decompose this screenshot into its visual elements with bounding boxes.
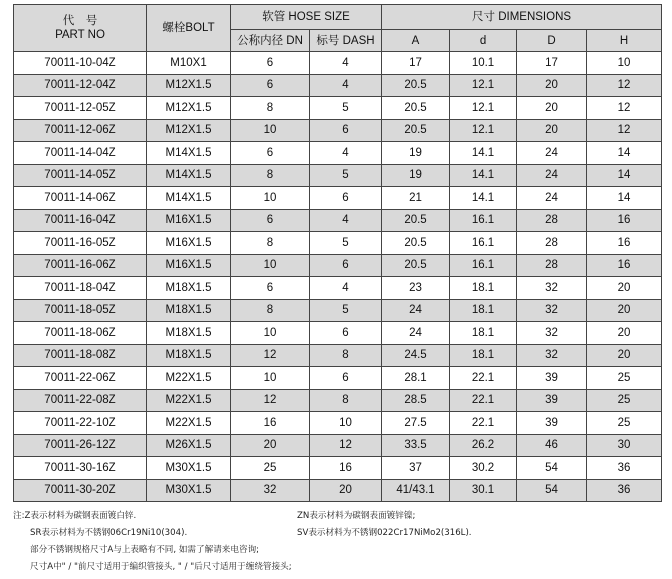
h-cell: 25 [587,389,662,412]
bolt-cell: M30X1.5 [147,457,231,480]
note-row-4 [13,559,663,576]
table-row [14,232,662,255]
d-big-cell: 20 [517,74,587,97]
part-no-header-cn: 代 号 [62,15,98,27]
dash-cell: 6 [310,322,382,345]
note-zn: ZN表示材料为碳钢表面镀锌镍; [297,511,416,521]
table-row [14,74,662,97]
table-row [14,97,662,120]
bolt-cell: M10X1 [147,52,231,75]
hose-size-header: 软管 HOSE SIZE [231,5,382,30]
h-cell: 14 [587,164,662,187]
h-cell: 14 [587,187,662,210]
h-cell: 16 [587,254,662,277]
col-h-header: H [587,30,662,52]
dash-cell: 4 [310,209,382,232]
col-a-header: A [382,30,450,52]
part-no-cell: 70011-18-08Z [14,344,147,367]
d-big-cell: 20 [517,119,587,142]
d-big-cell: 32 [517,299,587,322]
bolt-header: 螺栓BOLT [147,5,231,52]
d-small-cell: 14.1 [450,187,517,210]
dn-cell: 6 [231,209,310,232]
bolt-cell: M18X1.5 [147,344,231,367]
dn-cell: 25 [231,457,310,480]
dn-cell: 12 [231,344,310,367]
d-small-cell: 18.1 [450,277,517,300]
table-row [14,52,662,75]
table-row [14,277,662,300]
dn-cell: 10 [231,322,310,345]
bolt-cell: M14X1.5 [147,142,231,165]
col-d-small-header: d [450,30,517,52]
table-row [14,119,662,142]
table-row [14,254,662,277]
h-cell: 12 [587,74,662,97]
d-small-cell: 26.2 [450,434,517,457]
d-small-cell: 14.1 [450,142,517,165]
table-row [14,344,662,367]
d-big-cell: 32 [517,322,587,345]
dash-cell: 6 [310,187,382,210]
note-row-3 [13,542,663,559]
dn-header: 公称内径 DN [231,30,310,52]
a-cell: 33.5 [382,434,450,457]
bolt-cell: M16X1.5 [147,232,231,255]
table-row [14,322,662,345]
a-cell: 24 [382,299,450,322]
d-small-cell: 12.1 [450,74,517,97]
note-row-2 [13,525,663,542]
d-big-cell: 39 [517,367,587,390]
a-cell: 17 [382,52,450,75]
h-cell: 36 [587,479,662,502]
table-row [14,457,662,480]
d-small-cell: 30.1 [450,479,517,502]
d-big-cell: 28 [517,232,587,255]
table-row [14,412,662,435]
a-cell: 19 [382,164,450,187]
dn-cell: 6 [231,52,310,75]
part-no-cell: 70011-16-06Z [14,254,147,277]
dash-cell: 12 [310,434,382,457]
dash-cell: 4 [310,277,382,300]
h-cell: 12 [587,97,662,120]
bolt-cell: M12X1.5 [147,74,231,97]
a-cell: 20.5 [382,74,450,97]
bolt-cell: M30X1.5 [147,479,231,502]
table-header [14,5,662,52]
table-row [14,209,662,232]
bolt-cell: M22X1.5 [147,367,231,390]
a-cell: 27.5 [382,412,450,435]
bolt-cell: M22X1.5 [147,412,231,435]
d-big-cell: 28 [517,209,587,232]
table-body [14,52,662,502]
d-small-cell: 18.1 [450,322,517,345]
dn-cell: 10 [231,187,310,210]
col-d-big-header: D [517,30,587,52]
dash-cell: 8 [310,344,382,367]
bolt-cell: M26X1.5 [147,434,231,457]
dn-cell: 8 [231,97,310,120]
a-cell: 37 [382,457,450,480]
table-row [14,367,662,390]
d-big-cell: 24 [517,164,587,187]
h-cell: 20 [587,344,662,367]
a-cell: 20.5 [382,209,450,232]
dash-cell: 4 [310,142,382,165]
d-small-cell: 18.1 [450,299,517,322]
table-row [14,434,662,457]
dash-cell: 16 [310,457,382,480]
bolt-cell: M18X1.5 [147,322,231,345]
dash-cell: 6 [310,367,382,390]
part-no-cell: 70011-12-05Z [14,97,147,120]
dn-cell: 10 [231,254,310,277]
table-row [14,389,662,412]
part-no-cell: 70011-12-06Z [14,119,147,142]
dash-cell: 5 [310,232,382,255]
d-big-cell: 20 [517,97,587,120]
note-line-3: 部分不锈钢规格尺寸A与上表略有不同, 如需了解请来电咨询; [30,545,260,555]
dash-header: 标号 DASH [310,30,382,52]
h-cell: 10 [587,52,662,75]
d-small-cell: 10.1 [450,52,517,75]
a-cell: 41/43.1 [382,479,450,502]
note-line-4: 尺寸A中" / "前尺寸适用于编织管接头, " / "后尺寸适用于缠绕管接头; [30,562,292,572]
h-cell: 12 [587,119,662,142]
bolt-cell: M18X1.5 [147,277,231,300]
dn-cell: 16 [231,412,310,435]
dn-cell: 10 [231,119,310,142]
part-no-cell: 70011-22-08Z [14,389,147,412]
h-cell: 20 [587,322,662,345]
d-big-cell: 32 [517,277,587,300]
h-cell: 16 [587,209,662,232]
dash-cell: 6 [310,254,382,277]
d-big-cell: 46 [517,434,587,457]
d-small-cell: 22.1 [450,389,517,412]
part-no-cell: 70011-14-06Z [14,187,147,210]
a-cell: 20.5 [382,97,450,120]
dn-cell: 8 [231,164,310,187]
a-cell: 19 [382,142,450,165]
d-big-cell: 32 [517,344,587,367]
dash-cell: 20 [310,479,382,502]
bolt-cell: M12X1.5 [147,97,231,120]
part-no-cell: 70011-16-04Z [14,209,147,232]
a-cell: 20.5 [382,254,450,277]
dimensions-header: 尺寸 DIMENSIONS [382,5,662,30]
part-no-cell: 70011-16-05Z [14,232,147,255]
dn-cell: 10 [231,367,310,390]
dn-cell: 20 [231,434,310,457]
part-no-cell: 70011-10-04Z [14,52,147,75]
part-no-cell: 70011-18-04Z [14,277,147,300]
a-cell: 24.5 [382,344,450,367]
part-no-cell: 70011-18-05Z [14,299,147,322]
d-small-cell: 16.1 [450,254,517,277]
part-no-header [14,5,147,52]
d-small-cell: 12.1 [450,119,517,142]
d-big-cell: 24 [517,187,587,210]
d-big-cell: 17 [517,52,587,75]
d-small-cell: 16.1 [450,209,517,232]
dash-cell: 5 [310,164,382,187]
d-big-cell: 28 [517,254,587,277]
h-cell: 25 [587,412,662,435]
bolt-cell: M16X1.5 [147,254,231,277]
h-cell: 36 [587,457,662,480]
bolt-cell: M14X1.5 [147,164,231,187]
dn-cell: 6 [231,142,310,165]
h-cell: 30 [587,434,662,457]
table-row [14,187,662,210]
a-cell: 20.5 [382,119,450,142]
a-cell: 23 [382,277,450,300]
dash-cell: 4 [310,74,382,97]
dash-cell: 5 [310,97,382,120]
bolt-cell: M22X1.5 [147,389,231,412]
dn-cell: 8 [231,232,310,255]
note-sv: SV表示材料为不锈钢022Cr17NiMo2(316L). [297,528,472,538]
dn-cell: 32 [231,479,310,502]
a-cell: 20.5 [382,232,450,255]
a-cell: 21 [382,187,450,210]
part-no-header-en: PART NO [55,29,105,41]
bolt-cell: M12X1.5 [147,119,231,142]
note-row-1 [13,508,663,525]
bolt-cell: M16X1.5 [147,209,231,232]
d-small-cell: 22.1 [450,367,517,390]
h-cell: 20 [587,277,662,300]
table-row [14,164,662,187]
dash-cell: 8 [310,389,382,412]
d-small-cell: 14.1 [450,164,517,187]
h-cell: 25 [587,367,662,390]
dash-cell: 10 [310,412,382,435]
d-small-cell: 16.1 [450,232,517,255]
part-no-cell: 70011-22-10Z [14,412,147,435]
d-big-cell: 39 [517,412,587,435]
spec-table [13,4,662,502]
a-cell: 28.1 [382,367,450,390]
notes [13,508,663,576]
table-row [14,299,662,322]
d-big-cell: 54 [517,457,587,480]
note-z: 注:Z表示材料为碳钢表面镀白锌. [13,511,137,521]
h-cell: 20 [587,299,662,322]
d-big-cell: 24 [517,142,587,165]
table-row [14,479,662,502]
note-sr: SR表示材料为不锈钢06Cr19Ni10(304). [30,528,188,538]
d-small-cell: 12.1 [450,97,517,120]
part-no-cell: 70011-26-12Z [14,434,147,457]
d-small-cell: 22.1 [450,412,517,435]
bolt-cell: M18X1.5 [147,299,231,322]
part-no-cell: 70011-30-20Z [14,479,147,502]
bolt-cell: M14X1.5 [147,187,231,210]
dash-cell: 6 [310,119,382,142]
part-no-cell: 70011-14-04Z [14,142,147,165]
dn-cell: 6 [231,277,310,300]
d-big-cell: 54 [517,479,587,502]
h-cell: 16 [587,232,662,255]
table-row [14,142,662,165]
dn-cell: 6 [231,74,310,97]
part-no-cell: 70011-30-16Z [14,457,147,480]
d-small-cell: 30.2 [450,457,517,480]
dn-cell: 8 [231,299,310,322]
dash-cell: 4 [310,52,382,75]
d-big-cell: 39 [517,389,587,412]
a-cell: 28.5 [382,389,450,412]
part-no-cell: 70011-12-04Z [14,74,147,97]
d-small-cell: 18.1 [450,344,517,367]
h-cell: 14 [587,142,662,165]
dash-cell: 5 [310,299,382,322]
part-no-cell: 70011-14-05Z [14,164,147,187]
part-no-cell: 70011-18-06Z [14,322,147,345]
dn-cell: 12 [231,389,310,412]
part-no-cell: 70011-22-06Z [14,367,147,390]
a-cell: 24 [382,322,450,345]
